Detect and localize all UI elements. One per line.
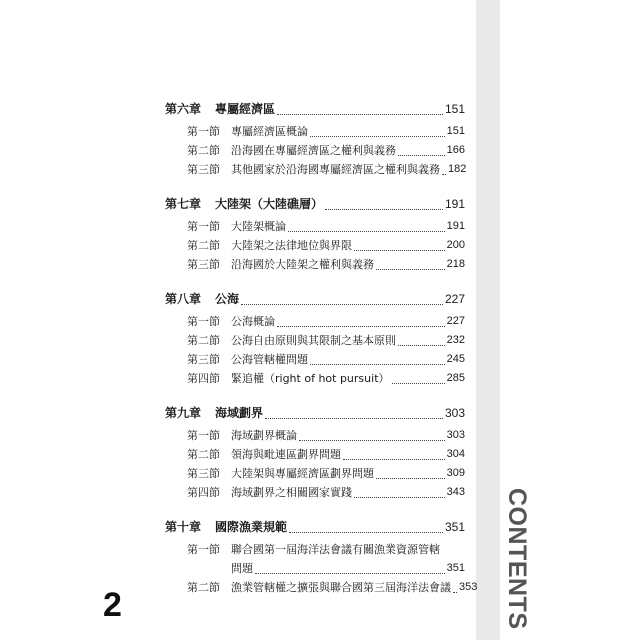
section-title: 緊追權（right of hot pursuit）: [231, 372, 390, 385]
section-row[interactable]: [165, 217, 465, 236]
section-title: 領海與毗連區劃界問題: [231, 448, 341, 461]
chapter-block: [165, 518, 478, 597]
leader-dots: [453, 591, 457, 593]
section-page: 285: [446, 372, 465, 384]
section-title: 大陸架概論: [231, 220, 286, 233]
section-title: 大陸架與專屬經濟區劃界問題: [231, 467, 374, 480]
section-page: 343: [446, 486, 465, 498]
chapter-page: 191: [444, 197, 465, 211]
section-row[interactable]: [165, 445, 465, 464]
section-title: 公海自由原則與其限制之基本原則: [231, 334, 396, 347]
section-label: 第二節: [187, 448, 220, 461]
contents-side-label: [503, 488, 533, 630]
leader-dots: [398, 154, 445, 156]
section-label: 第三節: [187, 353, 220, 366]
section-title: 其他國家於沿海國專屬經濟區之權利與義務: [231, 163, 440, 176]
leader-dots: [299, 439, 445, 441]
chapter-label: 第六章: [165, 102, 202, 116]
section-row[interactable]: [165, 122, 465, 141]
section-label: 第二節: [187, 334, 220, 347]
chapter-row[interactable]: [165, 195, 465, 214]
leader-dots: [354, 496, 445, 498]
chapter-page: 151: [444, 102, 465, 116]
section-page: 245: [446, 353, 465, 365]
section-page: 309: [446, 467, 465, 479]
chapter-row[interactable]: [165, 404, 465, 423]
section-title: 公海管轄權問題: [231, 353, 308, 366]
section-page: 218: [446, 258, 465, 270]
section-title: 專屬經濟區概論: [231, 125, 308, 138]
section-label: 第一節: [187, 543, 220, 556]
section-row[interactable]: [165, 483, 465, 502]
leader-dots: [343, 458, 445, 460]
chapter-block: [165, 195, 465, 274]
section-row[interactable]: [165, 426, 465, 445]
section-label: 第二節: [187, 581, 220, 594]
chapter-title: 專屬經濟區: [215, 102, 276, 116]
section-label: 第一節: [187, 429, 220, 442]
leader-dots: [277, 325, 445, 327]
section-row[interactable]: [165, 369, 465, 388]
leader-dots: [398, 344, 445, 346]
leader-dots: [310, 363, 445, 365]
section-label: 第四節: [187, 486, 220, 499]
chapter-label: 第十章: [165, 520, 202, 534]
section-page: 353: [459, 581, 478, 593]
section-label: 第三節: [187, 467, 220, 480]
leader-dots: [265, 417, 443, 419]
chapter-title: 國際漁業規範: [215, 520, 288, 534]
section-row[interactable]: [165, 141, 465, 160]
leader-dots: [310, 135, 445, 137]
section-line: [187, 540, 465, 559]
section-title: 沿海國在專屬經濟區之權利與義務: [231, 144, 396, 157]
section-row[interactable]: [165, 540, 465, 578]
section-label: 第一節: [187, 125, 220, 138]
section-label: 第一節: [187, 220, 220, 233]
section-page: 232: [446, 334, 465, 346]
section-row[interactable]: [165, 331, 465, 350]
leader-dots: [277, 113, 443, 115]
section-title: 沿海國於大陸架之權利與義務: [231, 258, 374, 271]
chapter-row[interactable]: [165, 100, 465, 119]
contents-label-text: CONTENTS: [503, 488, 531, 630]
chapter-page: 351: [444, 520, 465, 534]
section-page: 191: [446, 220, 465, 232]
section-row[interactable]: [165, 350, 465, 369]
section-title: 海域劃界概論: [231, 429, 297, 442]
chapter-label: 第八章: [165, 292, 202, 306]
leader-dots: [376, 268, 445, 270]
leader-dots: [241, 303, 443, 305]
chapter-title: 海域劃界: [215, 406, 264, 420]
section-label: 第二節: [187, 239, 220, 252]
section-label: 第二節: [187, 144, 220, 157]
section-title: 聯合國第一屆海洋法會議有關漁業資源管轄: [231, 543, 440, 556]
chapter-row[interactable]: [165, 518, 465, 537]
section-row[interactable]: [165, 464, 465, 483]
section-row[interactable]: [165, 160, 465, 179]
section-title-cont: 問題: [231, 562, 253, 575]
section-page: 166: [446, 144, 465, 156]
section-row[interactable]: [165, 236, 465, 255]
leader-dots: [442, 173, 446, 175]
chapter-page: 227: [444, 292, 465, 306]
table-of-contents: [165, 100, 478, 613]
section-line: [187, 559, 465, 578]
chapter-label: 第九章: [165, 406, 202, 420]
section-page: 304: [446, 448, 465, 460]
chapter-block: [165, 404, 465, 502]
section-page: 227: [446, 315, 465, 327]
leader-dots: [289, 531, 443, 533]
section-title: 海域劃界之相關國家實踐: [231, 486, 352, 499]
leader-dots: [354, 249, 445, 251]
chapter-block: [165, 290, 465, 388]
section-page: 200: [446, 239, 465, 251]
side-strip: [476, 0, 500, 640]
leader-dots: [255, 572, 445, 574]
leader-dots: [376, 477, 445, 479]
section-title: 漁業管轄權之擴張與聯合國第三屆海洋法會議: [231, 581, 451, 594]
section-row[interactable]: [165, 255, 465, 274]
leader-dots: [392, 382, 445, 384]
section-label: 第四節: [187, 372, 220, 385]
leader-dots: [325, 208, 443, 210]
section-label: 第三節: [187, 163, 220, 176]
page-number: 2: [103, 586, 122, 624]
chapter-title: 大陸架（大陸礁層）: [215, 197, 324, 211]
chapter-block: [165, 100, 465, 179]
section-page: 351: [446, 562, 465, 574]
section-page: 182: [448, 163, 467, 175]
chapter-label: 第七章: [165, 197, 202, 211]
section-page: 151: [446, 125, 465, 137]
section-row[interactable]: [165, 312, 465, 331]
leader-dots: [288, 230, 445, 232]
section-page: 303: [446, 429, 465, 441]
section-title: 公海概論: [231, 315, 275, 328]
chapter-title: 公海: [215, 292, 240, 306]
chapter-page: 303: [444, 406, 465, 420]
section-title: 大陸架之法律地位與界限: [231, 239, 352, 252]
section-label: 第三節: [187, 258, 220, 271]
section-label: 第一節: [187, 315, 220, 328]
section-row[interactable]: [165, 578, 478, 597]
chapter-row[interactable]: [165, 290, 465, 309]
